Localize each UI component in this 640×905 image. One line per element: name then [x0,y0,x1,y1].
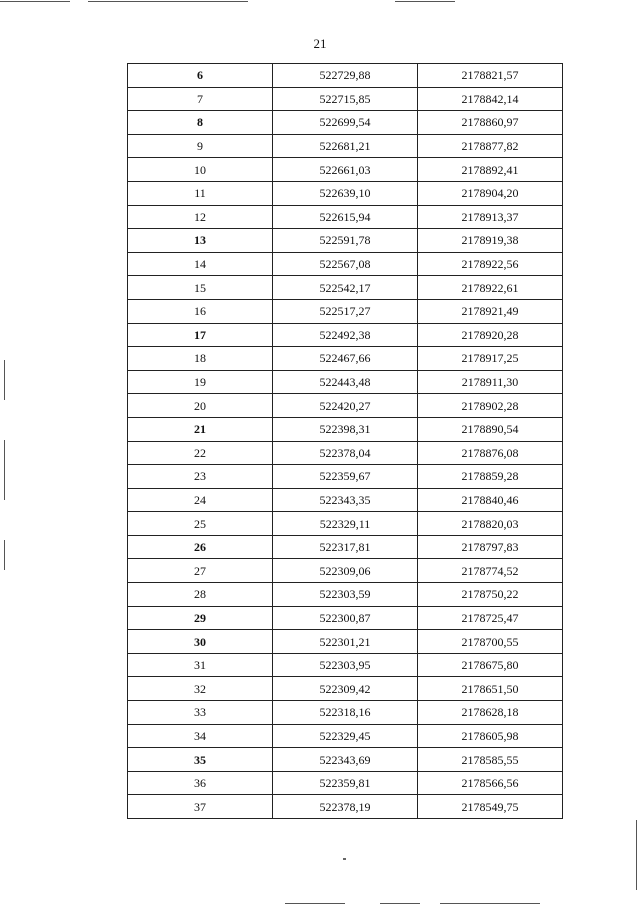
x-coordinate-cell: 522300,87 [273,606,418,630]
table-row [128,583,563,607]
scan-line-top-right [395,1,455,2]
table-row [128,87,563,111]
x-coordinate-cell: 522359,81 [273,771,418,795]
y-coordinate-cell: 2178700,55 [418,630,563,654]
y-coordinate-cell: 2178774,52 [418,559,563,583]
point-number-cell: 30 [128,630,273,654]
x-coordinate-cell: 522443,48 [273,370,418,394]
y-coordinate-cell: 2178913,37 [418,205,563,229]
y-coordinate-cell: 2178820,03 [418,512,563,536]
point-number-cell: 15 [128,276,273,300]
y-coordinate-cell: 2178860,97 [418,111,563,135]
table-row [128,417,563,441]
x-coordinate-cell: 522517,27 [273,299,418,323]
point-number-cell: 9 [128,134,273,158]
point-number-cell: 16 [128,299,273,323]
table-row [128,134,563,158]
table-row [128,347,563,371]
x-coordinate-cell: 522318,16 [273,701,418,725]
point-number-cell: 19 [128,370,273,394]
x-coordinate-cell: 522661,03 [273,158,418,182]
y-coordinate-cell: 2178797,83 [418,535,563,559]
point-number-cell: 17 [128,323,273,347]
table-row [128,276,563,300]
x-coordinate-cell: 522542,17 [273,276,418,300]
table-row [128,252,563,276]
coordinates-table-body [128,64,563,819]
y-coordinate-cell: 2178921,49 [418,299,563,323]
y-coordinate-cell: 2178566,56 [418,771,563,795]
table-row [128,465,563,489]
y-coordinate-cell: 2178922,56 [418,252,563,276]
point-number-cell: 28 [128,583,273,607]
point-number-cell: 13 [128,229,273,253]
point-number-cell: 14 [128,252,273,276]
scan-line-bottom-1 [285,903,345,904]
table-row [128,606,563,630]
x-coordinate-cell: 522343,35 [273,488,418,512]
x-coordinate-cell: 522378,04 [273,441,418,465]
table-row [128,441,563,465]
table-row [128,795,563,819]
table-row [128,653,563,677]
scan-line-top-left [0,1,70,2]
table-row [128,701,563,725]
x-coordinate-cell: 522567,08 [273,252,418,276]
x-coordinate-cell: 522715,85 [273,87,418,111]
y-coordinate-cell: 2178605,98 [418,724,563,748]
x-coordinate-cell: 522303,59 [273,583,418,607]
scan-line-top-mid [88,1,248,2]
table-row [128,158,563,182]
scan-edge-left [4,360,5,400]
coordinates-table [127,63,563,819]
table-row [128,394,563,418]
x-coordinate-cell: 522591,78 [273,229,418,253]
table-row [128,559,563,583]
table-row [128,535,563,559]
y-coordinate-cell: 2178842,14 [418,87,563,111]
point-number-cell: 10 [128,158,273,182]
point-number-cell: 29 [128,606,273,630]
point-number-cell: 32 [128,677,273,701]
point-number-cell: 8 [128,111,273,135]
y-coordinate-cell: 2178840,46 [418,488,563,512]
y-coordinate-cell: 2178902,28 [418,394,563,418]
point-number-cell: 7 [128,87,273,111]
y-coordinate-cell: 2178876,08 [418,441,563,465]
point-number-cell: 24 [128,488,273,512]
point-number-cell: 31 [128,653,273,677]
point-number-cell: 25 [128,512,273,536]
table-row [128,299,563,323]
y-coordinate-cell: 2178549,75 [418,795,563,819]
scan-edge-left-2 [4,440,5,500]
table-row [128,64,563,88]
x-coordinate-cell: 522615,94 [273,205,418,229]
scan-line-bottom-3 [440,903,540,904]
point-number-cell: 27 [128,559,273,583]
x-coordinate-cell: 522467,66 [273,347,418,371]
y-coordinate-cell: 2178922,61 [418,276,563,300]
point-number-cell: 34 [128,724,273,748]
point-number-cell: 26 [128,535,273,559]
y-coordinate-cell: 2178821,57 [418,64,563,88]
x-coordinate-cell: 522639,10 [273,181,418,205]
y-coordinate-cell: 2178859,28 [418,465,563,489]
x-coordinate-cell: 522329,45 [273,724,418,748]
x-coordinate-cell: 522329,11 [273,512,418,536]
x-coordinate-cell: 522309,42 [273,677,418,701]
y-coordinate-cell: 2178904,20 [418,181,563,205]
x-coordinate-cell: 522681,21 [273,134,418,158]
x-coordinate-cell: 522420,27 [273,394,418,418]
y-coordinate-cell: 2178585,55 [418,748,563,772]
x-coordinate-cell: 522301,21 [273,630,418,654]
point-number-cell: 12 [128,205,273,229]
y-coordinate-cell: 2178911,30 [418,370,563,394]
x-coordinate-cell: 522343,69 [273,748,418,772]
y-coordinate-cell: 2178920,28 [418,323,563,347]
scan-line-bottom-2 [380,903,420,904]
table-row [128,630,563,654]
y-coordinate-cell: 2178725,47 [418,606,563,630]
table-row [128,748,563,772]
point-number-cell: 21 [128,417,273,441]
table-row [128,111,563,135]
x-coordinate-cell: 522378,19 [273,795,418,819]
table-row [128,323,563,347]
point-number-cell: 33 [128,701,273,725]
x-coordinate-cell: 522359,67 [273,465,418,489]
x-coordinate-cell: 522729,88 [273,64,418,88]
scan-dot-bottom [343,858,346,860]
table-row [128,512,563,536]
point-number-cell: 23 [128,465,273,489]
y-coordinate-cell: 2178651,50 [418,677,563,701]
table-row [128,488,563,512]
table-row [128,724,563,748]
point-number-cell: 6 [128,64,273,88]
table-row [128,181,563,205]
y-coordinate-cell: 2178892,41 [418,158,563,182]
x-coordinate-cell: 522699,54 [273,111,418,135]
table-row [128,771,563,795]
table-row [128,229,563,253]
page-number: 21 [313,36,327,51]
x-coordinate-cell: 522303,95 [273,653,418,677]
x-coordinate-cell: 522492,38 [273,323,418,347]
x-coordinate-cell: 522317,81 [273,535,418,559]
table-row [128,370,563,394]
y-coordinate-cell: 2178628,18 [418,701,563,725]
scan-edge-right [636,820,637,890]
y-coordinate-cell: 2178917,25 [418,347,563,371]
scan-edge-left-3 [4,540,5,570]
point-number-cell: 36 [128,771,273,795]
point-number-cell: 37 [128,795,273,819]
y-coordinate-cell: 2178877,82 [418,134,563,158]
y-coordinate-cell: 2178750,22 [418,583,563,607]
table-row [128,205,563,229]
point-number-cell: 20 [128,394,273,418]
y-coordinate-cell: 2178919,38 [418,229,563,253]
y-coordinate-cell: 2178890,54 [418,417,563,441]
point-number-cell: 22 [128,441,273,465]
point-number-cell: 18 [128,347,273,371]
y-coordinate-cell: 2178675,80 [418,653,563,677]
table-row [128,677,563,701]
x-coordinate-cell: 522398,31 [273,417,418,441]
x-coordinate-cell: 522309,06 [273,559,418,583]
point-number-cell: 35 [128,748,273,772]
point-number-cell: 11 [128,181,273,205]
